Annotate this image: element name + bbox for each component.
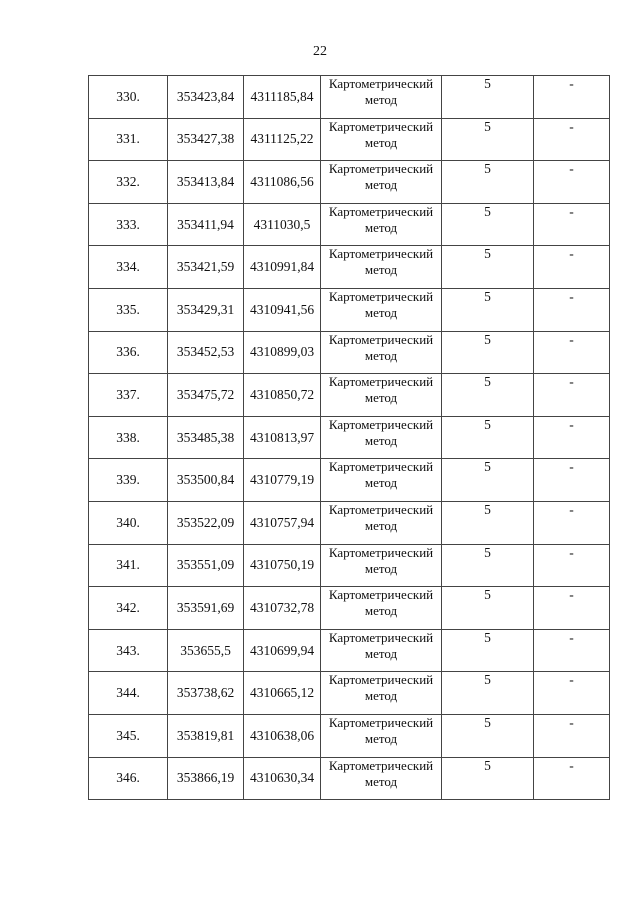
point-number-cell: 336. [89, 331, 168, 374]
y-coordinate-cell: 4311125,22 [244, 118, 321, 161]
x-coordinate-cell: 353522,09 [168, 501, 244, 544]
method-line-2: метод [364, 390, 398, 406]
method-line-1: Картометрический [328, 161, 434, 177]
method-line-2: метод [364, 177, 398, 193]
y-coordinate-cell: 4310899,03 [244, 331, 321, 374]
x-coordinate-cell: 353421,59 [168, 246, 244, 289]
table-row [89, 118, 610, 161]
x-coordinate-cell: 353551,09 [168, 544, 244, 587]
method-cell [321, 501, 442, 544]
method-cell [321, 161, 442, 204]
precision-cell: 5 [442, 757, 534, 800]
method-line-2: метод [364, 773, 398, 789]
x-coordinate-cell: 353427,38 [168, 118, 244, 161]
point-number-cell: 338. [89, 416, 168, 459]
description-cell: - [534, 331, 610, 374]
point-number-cell: 334. [89, 246, 168, 289]
point-number-cell: 339. [89, 459, 168, 502]
precision-cell: 5 [442, 76, 534, 119]
table-row [89, 544, 610, 587]
precision-cell: 5 [442, 374, 534, 417]
method-line-2: метод [364, 219, 398, 235]
method-cell [321, 672, 442, 715]
method-line-1: Картометрический [328, 76, 434, 91]
description-cell: - [534, 544, 610, 587]
y-coordinate-cell: 4310665,12 [244, 672, 321, 715]
precision-cell: 5 [442, 501, 534, 544]
description-cell: - [534, 288, 610, 331]
method-line-2: метод [364, 603, 398, 619]
method-line-1: Картометрический [328, 501, 434, 517]
point-number-cell: 344. [89, 672, 168, 715]
table-row [89, 374, 610, 417]
y-coordinate-cell: 4310779,19 [244, 459, 321, 502]
description-cell: - [534, 459, 610, 502]
method-cell [321, 246, 442, 289]
method-line-2: метод [364, 688, 398, 704]
method-line-1: Картометрический [328, 374, 434, 390]
precision-cell: 5 [442, 161, 534, 204]
table-row [89, 331, 610, 374]
method-line-2: метод [364, 475, 398, 491]
point-number-cell: 333. [89, 203, 168, 246]
y-coordinate-cell: 4310991,84 [244, 246, 321, 289]
precision-cell: 5 [442, 246, 534, 289]
y-coordinate-cell: 4311086,56 [244, 161, 321, 204]
method-line-1: Картометрический [328, 672, 434, 688]
y-coordinate-cell: 4310630,34 [244, 757, 321, 800]
point-number-cell: 340. [89, 501, 168, 544]
method-cell [321, 374, 442, 417]
description-cell: - [534, 118, 610, 161]
method-line-2: метод [364, 304, 398, 320]
method-line-1: Картометрический [328, 246, 434, 262]
method-line-2: метод [364, 517, 398, 533]
table-row [89, 714, 610, 757]
method-cell [321, 459, 442, 502]
method-cell [321, 331, 442, 374]
coordinates-table [88, 75, 610, 800]
method-cell [321, 118, 442, 161]
point-number-cell: 337. [89, 374, 168, 417]
method-cell [321, 587, 442, 630]
method-cell [321, 76, 442, 119]
precision-cell: 5 [442, 203, 534, 246]
table-row [89, 459, 610, 502]
x-coordinate-cell: 353485,38 [168, 416, 244, 459]
precision-cell: 5 [442, 331, 534, 374]
y-coordinate-cell: 4310699,94 [244, 629, 321, 672]
table-row [89, 416, 610, 459]
description-cell: - [534, 374, 610, 417]
description-cell: - [534, 629, 610, 672]
precision-cell: 5 [442, 118, 534, 161]
description-cell: - [534, 416, 610, 459]
description-cell: - [534, 714, 610, 757]
method-cell [321, 714, 442, 757]
method-line-1: Картометрический [328, 118, 434, 134]
method-line-1: Картометрический [328, 416, 434, 432]
method-line-1: Картометрический [328, 587, 434, 603]
x-coordinate-cell: 353591,69 [168, 587, 244, 630]
x-coordinate-cell: 353411,94 [168, 203, 244, 246]
x-coordinate-cell: 353475,72 [168, 374, 244, 417]
method-line-2: метод [364, 432, 398, 448]
point-number-cell: 343. [89, 629, 168, 672]
table-row [89, 501, 610, 544]
method-line-1: Картометрический [328, 203, 434, 219]
description-cell: - [534, 501, 610, 544]
method-line-2: метод [364, 560, 398, 576]
table-row [89, 288, 610, 331]
y-coordinate-cell: 4310757,94 [244, 501, 321, 544]
method-line-1: Картометрический [328, 714, 434, 730]
x-coordinate-cell: 353413,84 [168, 161, 244, 204]
method-cell [321, 757, 442, 800]
method-line-1: Картометрический [328, 459, 434, 475]
description-cell: - [534, 672, 610, 715]
method-line-1: Картометрический [328, 288, 434, 304]
method-line-2: метод [364, 262, 398, 278]
x-coordinate-cell: 353429,31 [168, 288, 244, 331]
coordinates-table-body [89, 76, 610, 800]
point-number-cell: 331. [89, 118, 168, 161]
point-number-cell: 335. [89, 288, 168, 331]
method-line-2: метод [364, 645, 398, 661]
y-coordinate-cell: 4310813,97 [244, 416, 321, 459]
y-coordinate-cell: 4310750,19 [244, 544, 321, 587]
table-row [89, 587, 610, 630]
description-cell: - [534, 587, 610, 630]
method-line-2: метод [364, 347, 398, 363]
table-row [89, 246, 610, 289]
table-row [89, 672, 610, 715]
description-cell: - [534, 757, 610, 800]
x-coordinate-cell: 353738,62 [168, 672, 244, 715]
precision-cell: 5 [442, 714, 534, 757]
x-coordinate-cell: 353655,5 [168, 629, 244, 672]
method-cell [321, 203, 442, 246]
table-row [89, 629, 610, 672]
precision-cell: 5 [442, 629, 534, 672]
x-coordinate-cell: 353500,84 [168, 459, 244, 502]
point-number-cell: 342. [89, 587, 168, 630]
method-line-1: Картометрический [328, 331, 434, 347]
point-number-cell: 330. [89, 76, 168, 119]
method-line-1: Картометрический [328, 629, 434, 645]
description-cell: - [534, 203, 610, 246]
x-coordinate-cell: 353423,84 [168, 76, 244, 119]
method-cell [321, 629, 442, 672]
precision-cell: 5 [442, 544, 534, 587]
method-cell [321, 288, 442, 331]
precision-cell: 5 [442, 587, 534, 630]
precision-cell: 5 [442, 288, 534, 331]
x-coordinate-cell: 353452,53 [168, 331, 244, 374]
y-coordinate-cell: 4311030,5 [244, 203, 321, 246]
table-row [89, 161, 610, 204]
method-line-2: метод [364, 730, 398, 746]
x-coordinate-cell: 353819,81 [168, 714, 244, 757]
precision-cell: 5 [442, 672, 534, 715]
description-cell: - [534, 76, 610, 119]
page-number: 22 [313, 44, 327, 59]
point-number-cell: 341. [89, 544, 168, 587]
method-cell [321, 544, 442, 587]
point-number-cell: 346. [89, 757, 168, 800]
y-coordinate-cell: 4310941,56 [244, 288, 321, 331]
precision-cell: 5 [442, 459, 534, 502]
y-coordinate-cell: 4310732,78 [244, 587, 321, 630]
method-line-2: метод [364, 92, 398, 107]
table-row [89, 76, 610, 119]
x-coordinate-cell: 353866,19 [168, 757, 244, 800]
method-line-1: Картометрический [328, 544, 434, 560]
y-coordinate-cell: 4310638,06 [244, 714, 321, 757]
table-row [89, 757, 610, 800]
method-line-2: метод [364, 134, 398, 150]
description-cell: - [534, 161, 610, 204]
point-number-cell: 332. [89, 161, 168, 204]
y-coordinate-cell: 4310850,72 [244, 374, 321, 417]
method-line-1: Картометрический [328, 757, 434, 773]
y-coordinate-cell: 4311185,84 [244, 76, 321, 119]
description-cell: - [534, 246, 610, 289]
method-cell [321, 416, 442, 459]
table-row [89, 203, 610, 246]
point-number-cell: 345. [89, 714, 168, 757]
precision-cell: 5 [442, 416, 534, 459]
